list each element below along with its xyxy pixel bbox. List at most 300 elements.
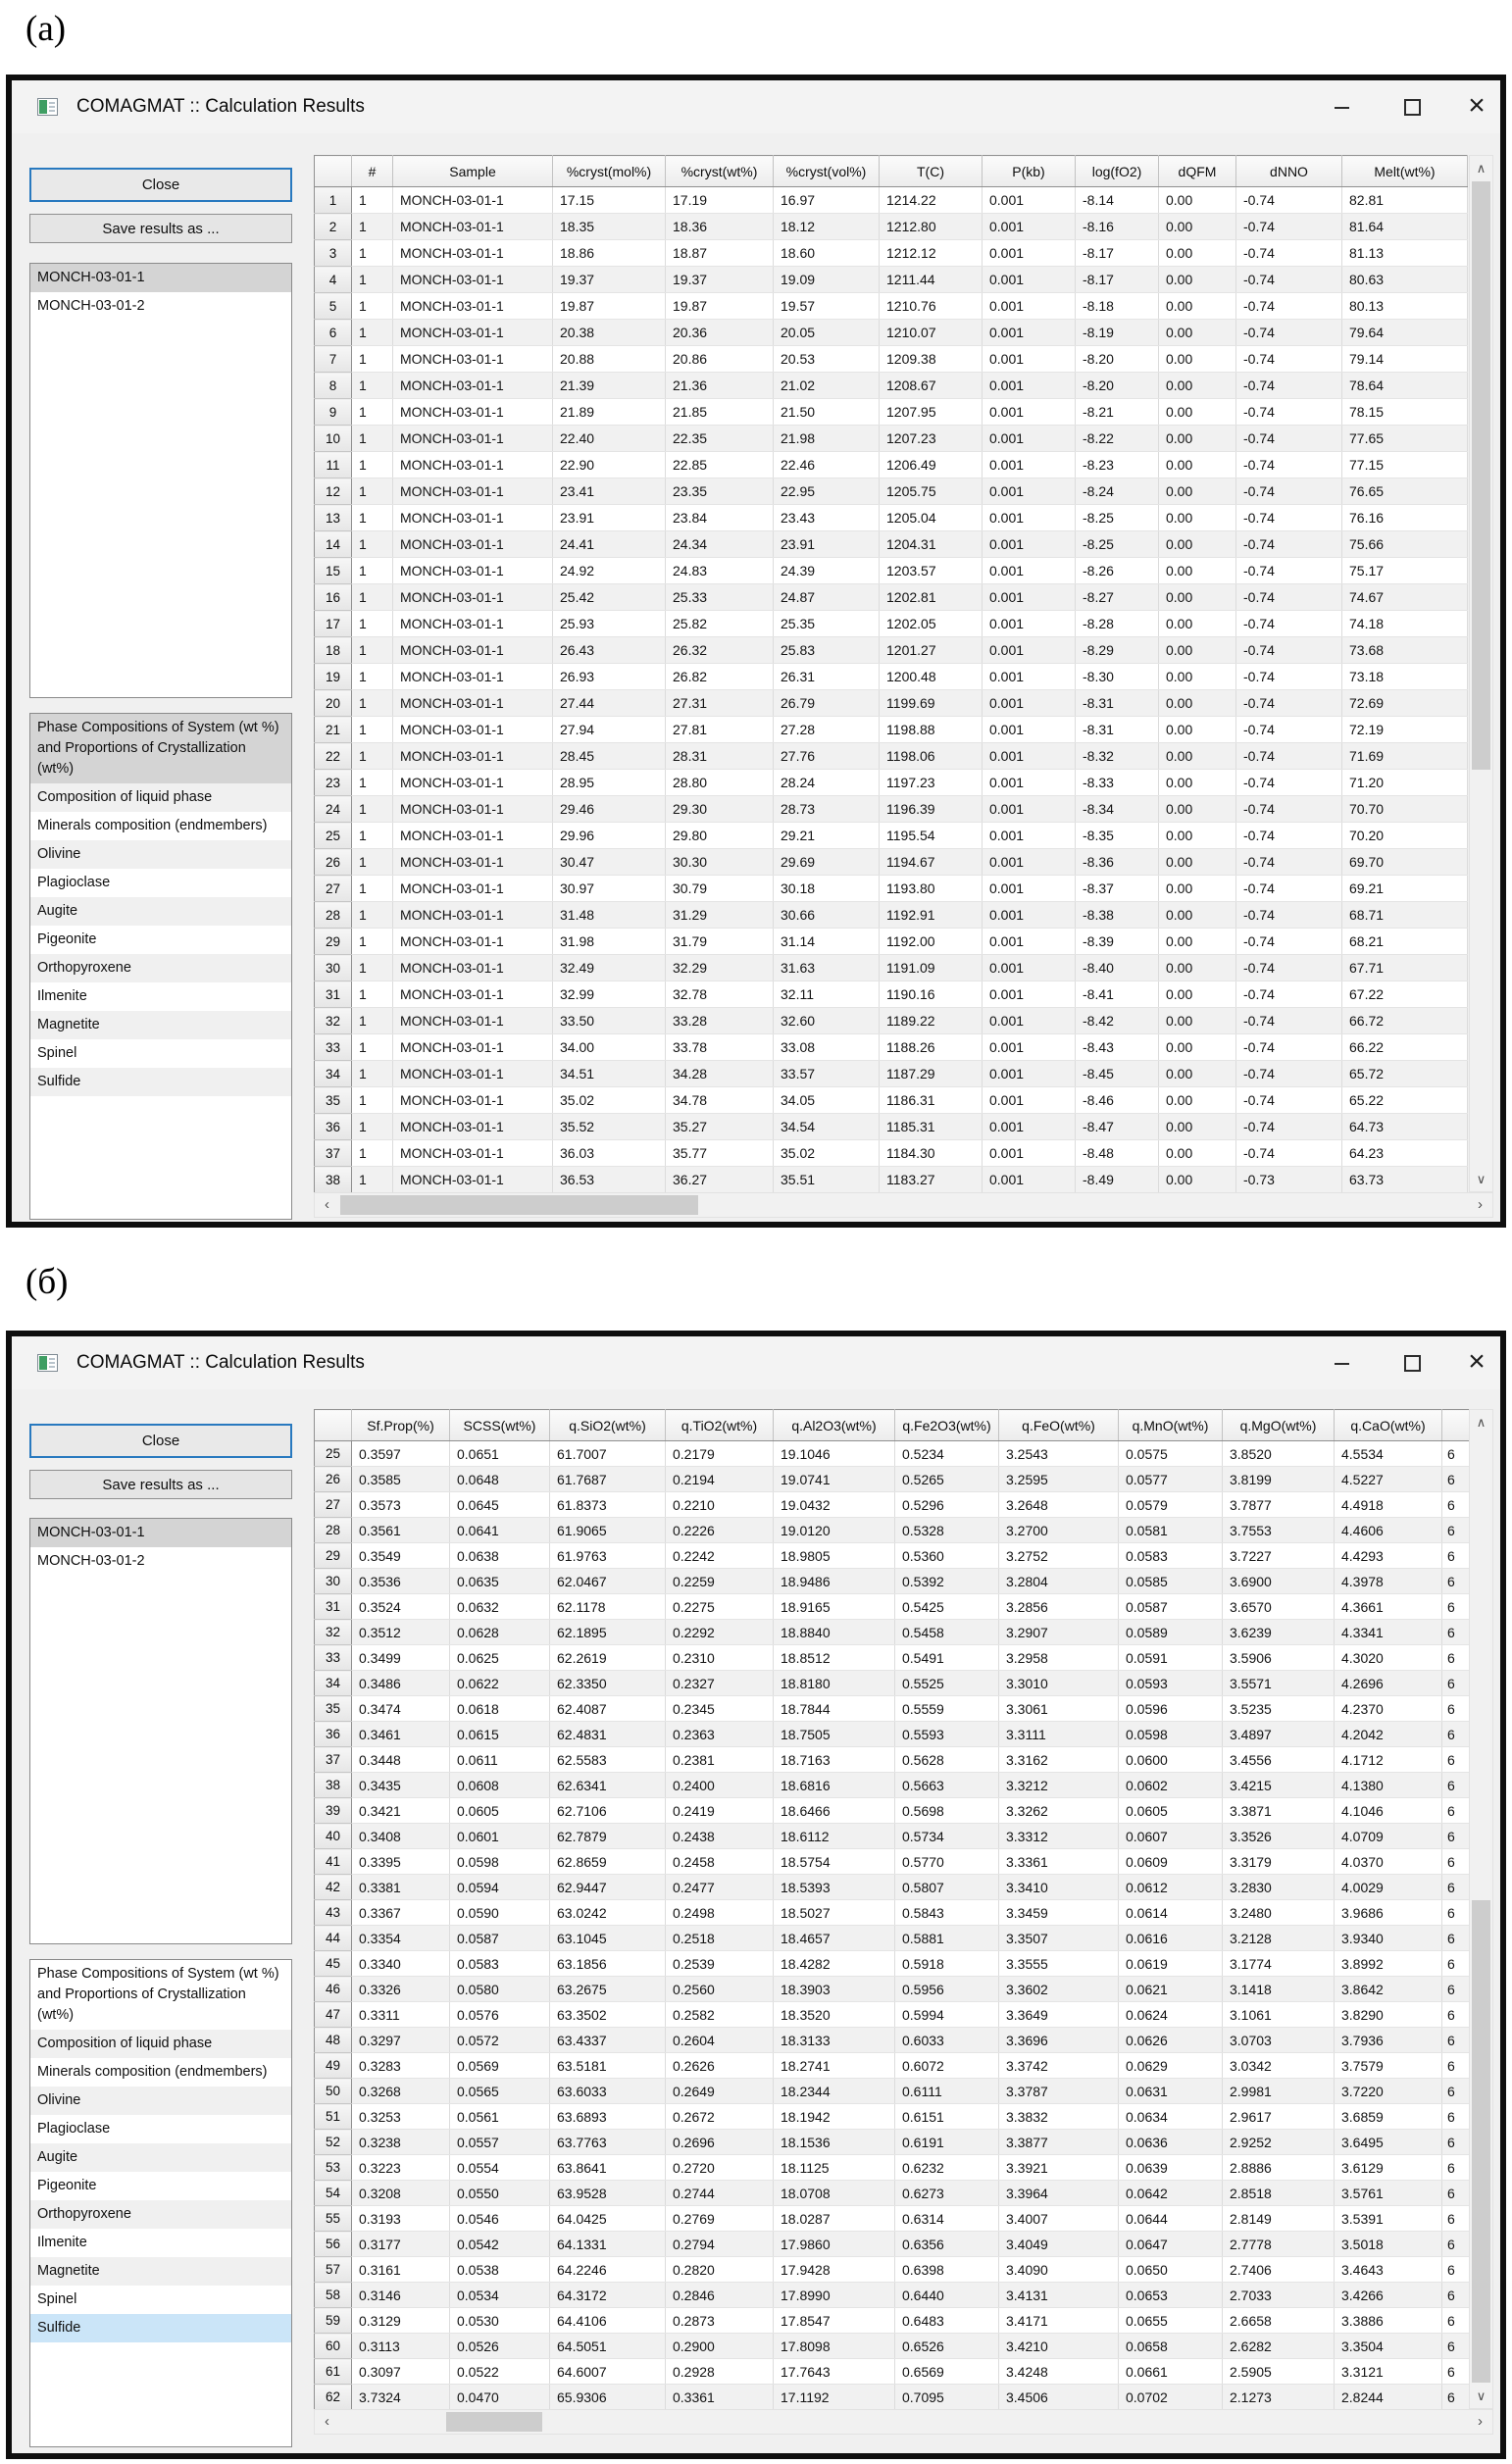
grid-cell: 26.93 [553, 664, 666, 690]
table-row [315, 399, 1468, 426]
grid-cell: 1 [352, 823, 393, 849]
grid-cell: 0.2820 [666, 2257, 774, 2283]
table-row [315, 2181, 1470, 2206]
row-number[interactable]: 19 [315, 664, 352, 690]
row-number[interactable]: 26 [315, 1467, 352, 1492]
grid-cell: 23.91 [553, 505, 666, 531]
row-number[interactable]: 62 [315, 2385, 352, 2410]
grid-cell: 0.3223 [352, 2155, 450, 2181]
window-title: COMAGMAT :: Calculation Results [76, 1352, 365, 1373]
scroll-down-icon[interactable] [1470, 2385, 1492, 2407]
column-header[interactable]: %cryst(vol%) [774, 156, 880, 187]
grid-cell: 1201.27 [880, 637, 983, 664]
row-number[interactable]: 30 [315, 1569, 352, 1594]
column-header[interactable]: q.MnO(wt%) [1119, 1410, 1223, 1441]
row-number[interactable]: 35 [315, 1087, 352, 1114]
list-item[interactable]: Composition of liquid phase [30, 783, 291, 812]
row-number[interactable]: 52 [315, 2130, 352, 2155]
grid-cell: 0.5425 [895, 1594, 999, 1620]
row-number[interactable]: 32 [315, 1620, 352, 1645]
scroll-right-icon[interactable] [1469, 1193, 1491, 1217]
column-header[interactable]: %cryst(mol%) [553, 156, 666, 187]
vertical-scroll-thumb[interactable] [1472, 1900, 1490, 2383]
grid-cell: 3.7324 [352, 2385, 450, 2410]
grid-cell: 0.00 [1159, 1114, 1236, 1140]
row-number[interactable]: 31 [315, 1594, 352, 1620]
grid-cell: 20.38 [553, 320, 666, 346]
grid-cell: 18.9805 [774, 1543, 895, 1569]
grid-cell: 63.73 [1342, 1167, 1468, 1193]
grid-cell: 0.0608 [450, 1773, 550, 1798]
row-number[interactable]: 29 [315, 1543, 352, 1569]
grid-cell: 0.0577 [1119, 1467, 1223, 1492]
grid-cell: 18.0708 [774, 2181, 895, 2206]
grid-cell: 18.7844 [774, 1696, 895, 1722]
row-number[interactable]: 37 [315, 1140, 352, 1167]
row-number[interactable]: 43 [315, 1900, 352, 1926]
grid-cell-partial: 6 [1442, 1977, 1470, 2002]
row-number[interactable]: 28 [315, 1518, 352, 1543]
grid-cell: 0.00 [1159, 611, 1236, 637]
table-row [315, 1849, 1470, 1875]
grid-cell: 0.001 [983, 214, 1076, 240]
column-header[interactable]: %cryst(wt%) [666, 156, 774, 187]
row-number[interactable]: 17 [315, 611, 352, 637]
grid-cell: 3.3742 [999, 2053, 1119, 2079]
list-item[interactable]: Phase Compositions of System (wt %) and Proportions of Crystallization (wt%) [37, 1966, 279, 2023]
grid-cell: 27.44 [553, 690, 666, 717]
grid-cell: 0.001 [983, 293, 1076, 320]
grid-cell: 3.2595 [999, 1467, 1119, 1492]
row-number[interactable]: 28 [315, 902, 352, 929]
grid-cell: 1203.57 [880, 558, 983, 584]
grid-cell: 3.3921 [999, 2155, 1119, 2181]
grid-cell: 0.3283 [352, 2053, 450, 2079]
column-header[interactable]: log(fO2) [1076, 156, 1159, 187]
title-bar [12, 80, 1500, 133]
list-item[interactable]: Minerals composition (endmembers) [37, 818, 268, 833]
grid-cell: 3.2958 [999, 1645, 1119, 1671]
row-number[interactable]: 12 [315, 478, 352, 505]
scroll-up-icon[interactable] [1470, 157, 1492, 179]
grid-cell: 1 [352, 743, 393, 770]
row-number[interactable]: 59 [315, 2308, 352, 2334]
grid-cell: 21.85 [666, 399, 774, 426]
grid-cell: 19.57 [774, 293, 880, 320]
row-number[interactable]: 21 [315, 717, 352, 743]
grid-cell: 0.6232 [895, 2155, 999, 2181]
grid-cell: 0.0565 [450, 2079, 550, 2104]
row-number[interactable]: 61 [315, 2359, 352, 2385]
row-number[interactable]: 32 [315, 1008, 352, 1034]
column-header[interactable]: q.TiO2(wt%) [666, 1410, 774, 1441]
grid-cell-partial: 6 [1442, 2359, 1470, 2385]
row-number[interactable]: 58 [315, 2283, 352, 2308]
column-header-partial[interactable] [1442, 1410, 1470, 1441]
table-row [315, 955, 1468, 981]
row-number[interactable]: 31 [315, 981, 352, 1008]
grid-cell: 3.3179 [1223, 1849, 1335, 1875]
grid-cell: 1 [352, 611, 393, 637]
grid-cell: 81.13 [1342, 240, 1468, 267]
grid-cell: MONCH-03-01-1 [393, 849, 553, 876]
grid-cell: 0.6398 [895, 2257, 999, 2283]
grid-cell: 0.3340 [352, 1951, 450, 1977]
row-number[interactable]: 13 [315, 505, 352, 531]
table-row [315, 717, 1468, 743]
vertical-scrollbar[interactable] [1469, 155, 1493, 1192]
grid-cell: 3.4556 [1223, 1747, 1335, 1773]
grid-cell: 35.52 [553, 1114, 666, 1140]
row-number[interactable]: 36 [315, 1722, 352, 1747]
list-item[interactable]: MONCH-03-01-2 [37, 298, 145, 314]
maximize-button[interactable] [1388, 91, 1436, 123]
row-number[interactable]: 46 [315, 1977, 352, 2002]
vertical-scrollbar[interactable] [1469, 1409, 1493, 2409]
horizontal-scrollbar[interactable] [314, 1192, 1493, 1218]
close-window-button[interactable] [1453, 1347, 1500, 1379]
column-header[interactable]: dNNO [1236, 156, 1342, 187]
list-item[interactable]: Sulfide [30, 2314, 291, 2342]
grid-cell: 32.11 [774, 981, 880, 1008]
grid-cell: 74.18 [1342, 611, 1468, 637]
grid-cell: 0.0593 [1119, 1671, 1223, 1696]
grid-cell: -0.74 [1236, 849, 1342, 876]
row-number[interactable]: 4 [315, 267, 352, 293]
column-header[interactable]: Melt(wt%) [1342, 156, 1468, 187]
grid-cell: 0.0619 [1119, 1951, 1223, 1977]
grid-cell: 0.5628 [895, 1747, 999, 1773]
row-number[interactable]: 22 [315, 743, 352, 770]
grid-cell: 19.0120 [774, 1518, 895, 1543]
grid-cell: MONCH-03-01-1 [393, 823, 553, 849]
grid-cell: 4.2696 [1335, 1671, 1442, 1696]
grid-cell: 1199.69 [880, 690, 983, 717]
row-number[interactable]: 16 [315, 584, 352, 611]
results-grid [314, 1409, 1470, 2410]
row-number[interactable]: 3 [315, 240, 352, 267]
header-row [315, 156, 1468, 187]
grid-cell: 0.5328 [895, 1518, 999, 1543]
grid-cell: 1 [352, 876, 393, 902]
grid-cell: 64.6007 [550, 2359, 666, 2385]
grid-cell: 0.5843 [895, 1900, 999, 1926]
horizontal-scrollbar[interactable] [314, 2409, 1493, 2435]
row-number[interactable]: 60 [315, 2334, 352, 2359]
grid-cell: 18.9486 [774, 1569, 895, 1594]
row-number[interactable]: 25 [315, 823, 352, 849]
column-header[interactable]: dQFM [1159, 156, 1236, 187]
grid-cell: 0.2194 [666, 1467, 774, 1492]
grid-cell: 31.79 [666, 929, 774, 955]
vertical-scroll-thumb[interactable] [1472, 181, 1490, 770]
row-number[interactable]: 53 [315, 2155, 352, 2181]
grid-cell-partial: 6 [1442, 1620, 1470, 1645]
grid-cell: -8.25 [1076, 505, 1159, 531]
column-header[interactable]: Sample [393, 156, 553, 187]
list-item[interactable]: Spinel [37, 1045, 77, 1061]
list-item[interactable]: Ilmenite [37, 2235, 87, 2250]
row-number[interactable]: 47 [315, 2002, 352, 2028]
grid-cell: -0.74 [1236, 293, 1342, 320]
grid-cell: 0.001 [983, 346, 1076, 373]
grid-cell: 1 [352, 770, 393, 796]
grid-cell: -0.74 [1236, 690, 1342, 717]
row-number[interactable]: 27 [315, 876, 352, 902]
grid-cell-partial: 6 [1442, 1747, 1470, 1773]
grid-cell: 0.0569 [450, 2053, 550, 2079]
column-header[interactable]: # [352, 156, 393, 187]
grid-cell: -0.74 [1236, 531, 1342, 558]
grid-cell: 72.19 [1342, 717, 1468, 743]
list-item[interactable]: Plagioclase [37, 2121, 111, 2137]
grid-cell: 0.3253 [352, 2104, 450, 2130]
grid-cell: 0.2900 [666, 2334, 774, 2359]
row-number[interactable]: 35 [315, 1696, 352, 1722]
grid-cell: 17.9860 [774, 2232, 895, 2257]
grid-cell: 0.00 [1159, 293, 1236, 320]
row-number[interactable]: 24 [315, 796, 352, 823]
row-number[interactable]: 33 [315, 1645, 352, 1671]
column-header[interactable]: q.MgO(wt%) [1223, 1410, 1335, 1441]
grid-cell: 64.73 [1342, 1114, 1468, 1140]
close-button[interactable]: Close [29, 1424, 292, 1458]
grid-cell: 64.0425 [550, 2206, 666, 2232]
table-row [315, 1492, 1470, 1518]
row-number[interactable]: 36 [315, 1114, 352, 1140]
grid-cell: MONCH-03-01-1 [393, 346, 553, 373]
close-window-button[interactable] [1453, 91, 1500, 123]
grid-cell: -0.74 [1236, 637, 1342, 664]
list-item[interactable]: Orthopyroxene [30, 954, 291, 982]
table-row [315, 1034, 1468, 1061]
grid-cell: 35.02 [553, 1087, 666, 1114]
grid-cell: -8.18 [1076, 293, 1159, 320]
row-number[interactable]: 49 [315, 2053, 352, 2079]
grid-cell: 62.4831 [550, 1722, 666, 1747]
row-number[interactable]: 25 [315, 1441, 352, 1467]
list-item[interactable]: Augite [30, 897, 291, 926]
column-header[interactable]: q.CaO(wt%) [1335, 1410, 1442, 1441]
grid-cell: 82.81 [1342, 187, 1468, 214]
minimize-button[interactable] [1318, 91, 1365, 123]
grid-cell: -8.47 [1076, 1114, 1159, 1140]
grid-cell: 0.001 [983, 796, 1076, 823]
table-row [315, 2130, 1470, 2155]
grid-cell: 0.001 [983, 902, 1076, 929]
row-number[interactable]: 8 [315, 373, 352, 399]
column-header[interactable]: q.Fe2O3(wt%) [895, 1410, 999, 1441]
row-number[interactable]: 42 [315, 1875, 352, 1900]
row-number[interactable]: 29 [315, 929, 352, 955]
row-number[interactable]: 14 [315, 531, 352, 558]
row-number[interactable]: 34 [315, 1061, 352, 1087]
grid-cell: 2.8886 [1223, 2155, 1335, 2181]
grid-cell: 0.6440 [895, 2283, 999, 2308]
row-number[interactable]: 33 [315, 1034, 352, 1061]
column-header[interactable]: q.FeO(wt%) [999, 1410, 1119, 1441]
grid-cell: 0.3161 [352, 2257, 450, 2283]
grid-cell: 0.0634 [1119, 2104, 1223, 2130]
grid-cell: 0.3361 [666, 2385, 774, 2410]
grid-cell: -0.74 [1236, 187, 1342, 214]
grid-cell: 17.15 [553, 187, 666, 214]
grid-cell: 71.20 [1342, 770, 1468, 796]
grid-cell: 0.5593 [895, 1722, 999, 1747]
grid-cell: 0.3193 [352, 2206, 450, 2232]
grid-cell: 61.7687 [550, 1467, 666, 1492]
row-number[interactable]: 41 [315, 1849, 352, 1875]
column-header[interactable]: q.Al2O3(wt%) [774, 1410, 895, 1441]
grid-cell: 0.00 [1159, 452, 1236, 478]
row-number[interactable]: 30 [315, 955, 352, 981]
list-item[interactable]: Spinel [37, 2291, 77, 2307]
grid-cell: 31.29 [666, 902, 774, 929]
grid-cell: 63.1856 [550, 1951, 666, 1977]
grid-cell: 3.6495 [1335, 2130, 1442, 2155]
horizontal-scroll-thumb[interactable] [446, 2412, 542, 2432]
list-item[interactable]: Olivine [30, 2087, 291, 2115]
scroll-down-icon[interactable] [1470, 1168, 1492, 1190]
row-number[interactable]: 1 [315, 187, 352, 214]
grid-cell: 63.6033 [550, 2079, 666, 2104]
grid-cell: 0.3381 [352, 1875, 450, 1900]
table-row [315, 426, 1468, 452]
table-row [315, 823, 1468, 849]
grid-cell: 32.60 [774, 1008, 880, 1034]
row-number[interactable]: 54 [315, 2181, 352, 2206]
grid-cell: 0.0583 [1119, 1543, 1223, 1569]
column-header[interactable]: q.SiO2(wt%) [550, 1410, 666, 1441]
list-item[interactable]: Plagioclase [37, 875, 111, 890]
list-item[interactable]: MONCH-03-01-1 [30, 1519, 291, 1547]
row-number[interactable]: 39 [315, 1798, 352, 1824]
list-item[interactable]: Magnetite [30, 1011, 291, 1039]
row-number[interactable]: 38 [315, 1167, 352, 1193]
grid-cell: 2.8518 [1223, 2181, 1335, 2206]
row-number[interactable]: 57 [315, 2257, 352, 2283]
grid-cell: 75.17 [1342, 558, 1468, 584]
row-number[interactable]: 50 [315, 2079, 352, 2104]
grid-cell: 0.3524 [352, 1594, 450, 1620]
horizontal-scroll-thumb[interactable] [340, 1195, 698, 1215]
grid-cell: -0.74 [1236, 214, 1342, 240]
list-item[interactable]: Pigeonite [37, 2178, 97, 2193]
list-item[interactable]: Magnetite [30, 2257, 291, 2286]
row-number[interactable]: 15 [315, 558, 352, 584]
list-item[interactable]: Ilmenite [37, 988, 87, 1004]
grid-cell: 0.0645 [450, 1492, 550, 1518]
row-number[interactable]: 37 [315, 1747, 352, 1773]
scroll-up-icon[interactable] [1470, 1411, 1492, 1433]
grid-corner[interactable] [315, 156, 352, 187]
row-number[interactable]: 11 [315, 452, 352, 478]
row-number[interactable]: 2 [315, 214, 352, 240]
row-number[interactable]: 55 [315, 2206, 352, 2232]
row-number[interactable]: 23 [315, 770, 352, 796]
row-number[interactable]: 40 [315, 1824, 352, 1849]
grid-cell: 0.001 [983, 558, 1076, 584]
list-item[interactable]: Augite [30, 2143, 291, 2172]
list-item[interactable]: MONCH-03-01-1 [30, 264, 291, 292]
grid-cell: 28.45 [553, 743, 666, 770]
grid-cell: 0.3597 [352, 1441, 450, 1467]
table-row [315, 1722, 1470, 1747]
grid-corner[interactable] [315, 1410, 352, 1441]
grid-cell: 65.22 [1342, 1087, 1468, 1114]
save-results-button[interactable]: Save results as ... [29, 1470, 292, 1499]
scroll-right-icon[interactable] [1469, 2410, 1491, 2434]
row-number[interactable]: 48 [315, 2028, 352, 2053]
row-number[interactable]: 6 [315, 320, 352, 346]
list-item[interactable]: Minerals composition (endmembers) [37, 2064, 268, 2080]
list-item[interactable]: MONCH-03-01-2 [37, 1553, 145, 1569]
grid-cell: 0.0611 [450, 1747, 550, 1773]
column-header[interactable]: P(kb) [983, 156, 1076, 187]
row-number[interactable]: 45 [315, 1951, 352, 1977]
grid-cell: 1 [352, 1087, 393, 1114]
grid-cell: -8.17 [1076, 240, 1159, 267]
row-number[interactable]: 9 [315, 399, 352, 426]
list-item[interactable]: Pigeonite [37, 931, 97, 947]
close-button[interactable]: Close [29, 168, 292, 202]
grid-cell: -0.74 [1236, 955, 1342, 981]
row-number[interactable]: 5 [315, 293, 352, 320]
minimize-button[interactable] [1318, 1347, 1365, 1379]
grid-cell: 0.5559 [895, 1696, 999, 1722]
grid-cell: 77.65 [1342, 426, 1468, 452]
grid-cell: 1214.22 [880, 187, 983, 214]
row-number[interactable]: 38 [315, 1773, 352, 1798]
grid-cell: 0.2275 [666, 1594, 774, 1620]
grid-cell: 0.00 [1159, 1008, 1236, 1034]
grid-cell: 29.21 [774, 823, 880, 849]
row-number[interactable]: 34 [315, 1671, 352, 1696]
grid-cell: 64.4106 [550, 2308, 666, 2334]
save-results-button[interactable]: Save results as ... [29, 214, 292, 243]
row-number[interactable]: 26 [315, 849, 352, 876]
row-number[interactable]: 51 [315, 2104, 352, 2130]
row-number[interactable]: 44 [315, 1926, 352, 1951]
grid-cell: -0.74 [1236, 902, 1342, 929]
scroll-left-icon[interactable] [316, 1193, 338, 1217]
grid-cell: 32.49 [553, 955, 666, 981]
column-header[interactable]: Sf.Prop(%) [352, 1410, 450, 1441]
list-item[interactable]: Composition of liquid phase [30, 2030, 291, 2058]
row-number[interactable]: 10 [315, 426, 352, 452]
list-item[interactable]: Sulfide [30, 1068, 291, 1096]
row-number[interactable]: 27 [315, 1492, 352, 1518]
row-number[interactable]: 56 [315, 2232, 352, 2257]
column-header[interactable]: T(C) [880, 156, 983, 187]
list-item[interactable]: Olivine [30, 840, 291, 869]
grid-cell: 0.2539 [666, 1951, 774, 1977]
grid-cell: 62.8659 [550, 1849, 666, 1875]
grid-cell: 33.28 [666, 1008, 774, 1034]
scroll-left-icon[interactable] [316, 2410, 338, 2434]
list-item[interactable]: Orthopyroxene [30, 2200, 291, 2229]
table-row [315, 1467, 1470, 1492]
column-header[interactable]: SCSS(wt%) [450, 1410, 550, 1441]
maximize-button[interactable] [1388, 1347, 1436, 1379]
list-item[interactable]: Phase Compositions of System (wt %) and Proportions of Crystallization (wt%) [30, 714, 291, 783]
row-number[interactable]: 18 [315, 637, 352, 664]
grid-cell: 1204.31 [880, 531, 983, 558]
table-row [315, 1620, 1470, 1645]
row-number[interactable]: 20 [315, 690, 352, 717]
grid-cell: -0.74 [1236, 452, 1342, 478]
row-number[interactable]: 7 [315, 346, 352, 373]
